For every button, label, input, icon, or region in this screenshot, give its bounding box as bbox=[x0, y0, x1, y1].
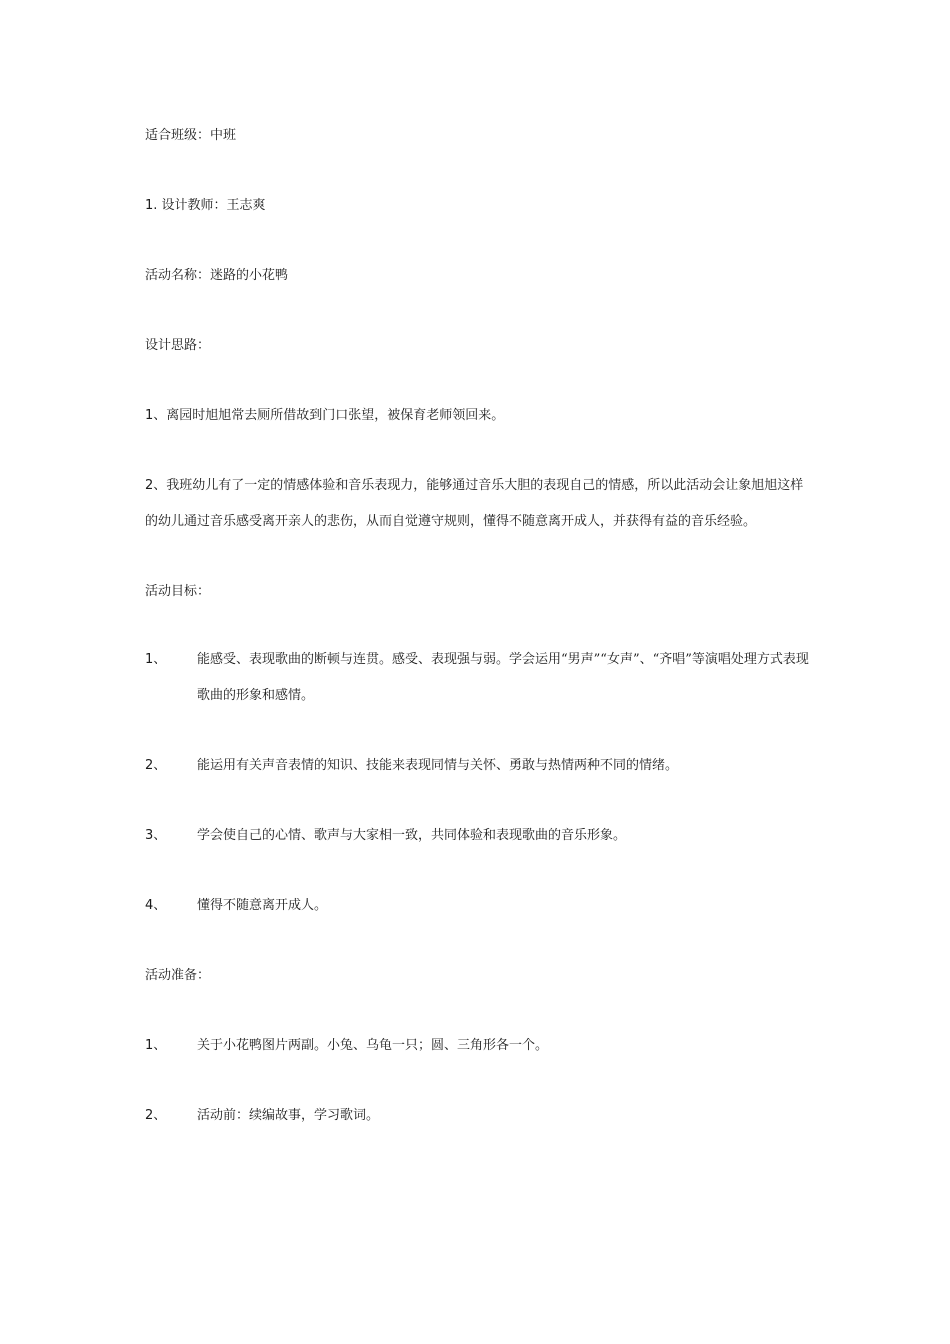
prep-item-2 bbox=[145, 1098, 810, 1134]
design-item-number: 2 bbox=[145, 478, 154, 493]
teacher-line bbox=[145, 188, 810, 224]
document-body bbox=[145, 118, 810, 1134]
goal-number: 1、 bbox=[145, 652, 167, 667]
goal-item-2 bbox=[145, 748, 810, 784]
goal-item-3 bbox=[145, 818, 810, 854]
design-item-2 bbox=[145, 468, 810, 540]
teacher-text: 设计教师：王志爽 bbox=[161, 198, 266, 213]
goal-text: 学会使自己的心情、歌声与大家相一致，共同体验和表现歌曲的音乐形象。 bbox=[197, 828, 627, 843]
design-item-text: 、我班幼儿有了一定的情感体验和音乐表现力，能够通过音乐大胆的表现自己的情感，所以此活动会让象旭旭这样的幼儿通过音乐感受离开亲人的悲伤，从而自觉遵守规则，懂得不随意离开成人，并获得有益的音乐经验。 bbox=[145, 478, 804, 529]
prep-heading: 活动准备： bbox=[145, 968, 211, 983]
prep-number: 1、 bbox=[145, 1038, 167, 1053]
activity-name: 活动名称：迷路的小花鸭 bbox=[145, 268, 289, 283]
prep-text: 关于小花鸭图片两副。小兔、乌龟一只；圆、三角形各一个。 bbox=[197, 1038, 549, 1053]
goal-item-1 bbox=[145, 642, 810, 714]
prep-text: 活动前：续编故事，学习歌词。 bbox=[197, 1108, 380, 1123]
goal-item-4 bbox=[145, 888, 810, 924]
goal-text: 能运用有关声音表情的知识、技能来表现同情与关怀、勇敢与热情两种不同的情绪。 bbox=[197, 758, 679, 773]
prep-number: 2、 bbox=[145, 1108, 167, 1123]
goals-heading: 活动目标： bbox=[145, 584, 211, 599]
goal-text: 能感受、表现歌曲的断顿与连贯。感受、表现强与弱。学会运用“男声”“女声”、“齐唱”等演唱处理方式表现歌曲的形象和感情。 bbox=[197, 652, 809, 703]
goal-text: 懂得不随意离开成人。 bbox=[197, 898, 328, 913]
class-line: 适合班级：中班 bbox=[145, 128, 237, 143]
goal-number: 4、 bbox=[145, 898, 167, 913]
prep-item-1 bbox=[145, 1028, 810, 1064]
goal-number: 2、 bbox=[145, 758, 167, 773]
goal-number: 3、 bbox=[145, 828, 167, 843]
design-item-text: 、离园时旭旭常去厕所借故到门口张望，被保育老师领回来。 bbox=[153, 408, 505, 423]
teacher-number: 1. bbox=[145, 198, 158, 213]
design-heading: 设计思路： bbox=[145, 338, 211, 353]
design-item-1 bbox=[145, 398, 810, 434]
design-item-number: 1 bbox=[145, 408, 154, 423]
